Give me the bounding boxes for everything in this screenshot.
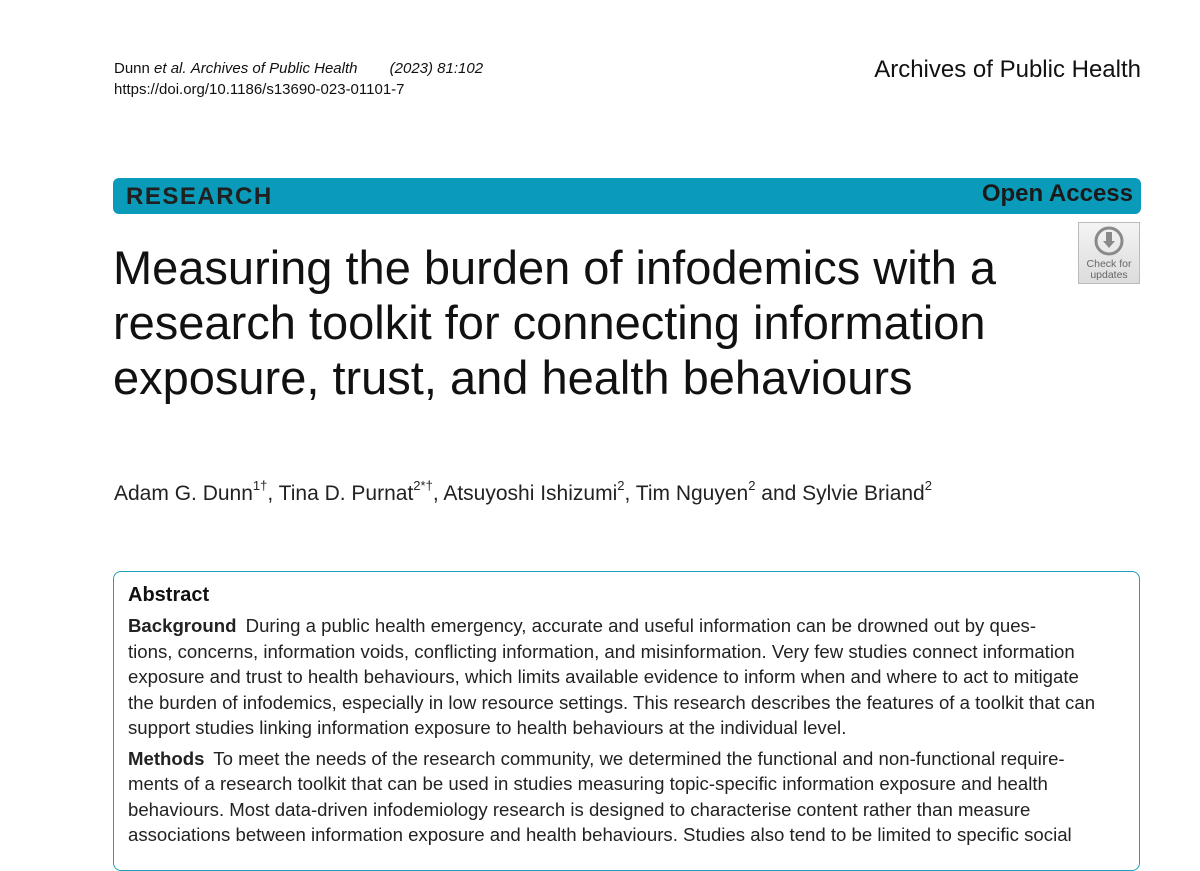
abstract-methods: [128, 746, 1125, 848]
citation-line: [114, 58, 483, 79]
check-for-updates-button[interactable]: [1078, 222, 1140, 284]
check-updates-icon: [1092, 226, 1126, 256]
article-title: Measuring the burden of infodemics with a research toolkit for connecting information exposure, trust, and health behaviours: [113, 241, 997, 404]
author-item: Tina D. Purnat$^{2*\dagger}$,: [278, 478, 444, 505]
author-affiliation: 1†: [252, 478, 268, 493]
abstract-line: exposure and trust to health behaviours, which limits available evidence to inform when and where to act to mitigate: [128, 666, 1079, 687]
citation-volume: (2023) 81:102: [389, 60, 484, 77]
abstract-background: [128, 613, 1125, 741]
background-label: Background: [128, 615, 237, 636]
journal-name: Archives of Public Health: [874, 56, 1141, 83]
abstract-line: To meet the needs of the research community, we determined the functional and non-functional require-: [213, 747, 1065, 769]
author-list: [114, 480, 932, 506]
author-affiliation: 2: [924, 478, 932, 493]
check-updates-line1: Check for: [1086, 258, 1132, 270]
author-item: Atsuyoshi Ishizumi$^2$,: [443, 478, 636, 505]
citation-journal: Archives of Public Health: [190, 60, 358, 77]
abstract-line: During a public health emergency, accurate and useful information can be drowned out by ques-: [245, 615, 1037, 636]
abstract-box: [113, 571, 1140, 871]
citation-authors: Dunn: [114, 60, 150, 77]
doi-link[interactable]: https://doi.org/10.1186/s13690-023-01101-7: [114, 81, 405, 98]
citation-block: [114, 58, 483, 100]
citation-etal: et al.: [154, 60, 187, 77]
author-name[interactable]: Adam G. Dunn: [114, 482, 253, 505]
author-name[interactable]: Tim Nguyen: [635, 482, 749, 505]
author-name[interactable]: Atsuyoshi Ishizumi: [443, 482, 618, 505]
abstract-line: the burden of infodemics, especially in low resource settings. This research describes the features of a toolkit that can: [128, 691, 1096, 713]
author-name[interactable]: Tina D. Purnat: [278, 482, 414, 505]
author-item: [802, 478, 932, 505]
abstract-line: behaviours. Most data-driven infodemiology research is designed to characterise content rather than measure: [128, 798, 1031, 820]
abstract-line: ments of a research toolkit that can be used in studies measuring topic-specific information exposure and health: [128, 773, 1048, 794]
author-affiliation: 2*†: [413, 478, 433, 493]
open-access-label: Open Access: [981, 180, 1133, 207]
abstract-line: support studies linking information exposure to health behaviours at the individual level.: [128, 717, 847, 738]
author-name[interactable]: Sylvie Briand: [802, 482, 925, 505]
author-affiliation: 2: [617, 478, 625, 493]
methods-label: Methods: [128, 747, 205, 769]
check-updates-line2: updates: [1090, 269, 1128, 281]
abstract-line: tions, concerns, information voids, conflicting information, and misinformation. Very few studies connect information: [128, 640, 1075, 662]
article-type-label: RESEARCH: [126, 183, 273, 210]
abstract-line: associations between information exposure and health behaviours. Studies also tend to be limited to specific social: [128, 824, 1072, 845]
article-type-banner: [113, 178, 1141, 214]
author-item: Adam G. Dunn$^{1\dagger}$,: [114, 478, 279, 505]
abstract-heading: Abstract: [128, 584, 210, 606]
author-affiliation: 2: [748, 478, 756, 493]
author-item: Tim Nguyen$^2$ and: [635, 478, 803, 505]
